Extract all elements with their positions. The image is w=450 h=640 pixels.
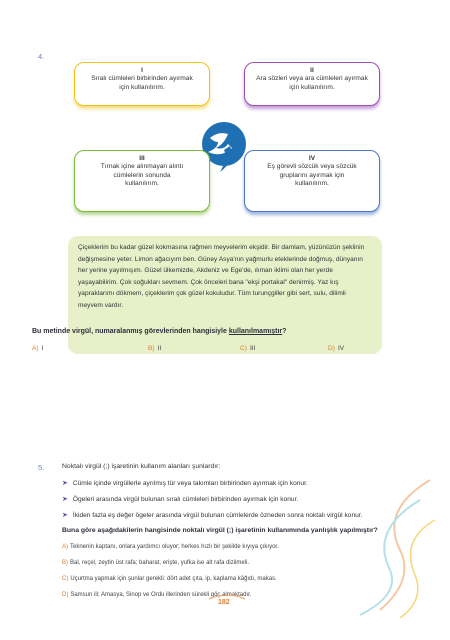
- function-box-iii-text: Tırnak içine alınmayan alıntı cümlelerin sonunda kullanılırım.: [100, 163, 184, 188]
- q5-option-a[interactable]: [62, 544, 279, 550]
- q4-option-c-letter: C): [240, 345, 247, 352]
- q5-option-b-text: Bal, reçel, zeytin üst rafa; baharat, erişte, yufka ise alt rafa dizilmeli.: [70, 560, 250, 566]
- q4-option-d-text: IV: [337, 345, 345, 352]
- page-number: 182: [218, 599, 230, 606]
- question-4-stem-suffix: ?: [282, 328, 287, 335]
- q4-option-c-text: III: [249, 345, 256, 352]
- rule-item-3-text: İkiden fazla eş değer ögeler arasında virgül bulunan cümlelerde özneden sonra noktalı virgül konur.: [72, 512, 363, 519]
- question-5-number: 5.: [38, 463, 45, 472]
- question-5-stem: Buna göre aşağıdakilerin hangisinde noktalı virgül (;) işaretinin kullanımında yanlışlık yapılmıştır?: [62, 527, 378, 534]
- q4-option-a[interactable]: [32, 345, 43, 352]
- arrow-right-icon: ➤: [62, 496, 68, 503]
- question-4-stem: [32, 328, 286, 335]
- question-4-stem-underlined: kullanılmamıştır: [228, 328, 283, 335]
- rule-item-1: [62, 479, 308, 487]
- function-box-i-numeral: I: [141, 67, 143, 74]
- function-box-iv-text: Eş görevli sözcük veya sözcük gruplarını ayırmak için kullanılırım.: [267, 163, 357, 188]
- rule-item-3: [62, 511, 362, 519]
- q4-option-a-text: I: [41, 345, 44, 352]
- q5-option-c[interactable]: [62, 576, 277, 582]
- function-box-i-text: Sıralı cümleleri birbirinden ayırmak için kullanılırım.: [91, 75, 193, 91]
- q4-option-b[interactable]: [148, 345, 161, 352]
- function-box-iv-numeral: IV: [308, 155, 316, 162]
- decorative-swirl-icon: [320, 470, 440, 620]
- q5-option-a-letter: A): [62, 544, 68, 550]
- function-box-iii: [74, 150, 210, 212]
- q5-option-d-text: Samsun ili; Amasya, Sinop ve Ordu illerinden sürekli göç almaktadır.: [70, 592, 252, 598]
- function-box-i: [74, 62, 210, 106]
- arrow-right-icon: ➤: [62, 480, 68, 487]
- q5-option-b[interactable]: [62, 560, 249, 566]
- question-4-stem-text: Bu metinde virgül, numaralanmış görevlerinden hangisiyle: [32, 328, 229, 335]
- q5-option-d-letter: D): [62, 592, 69, 598]
- rule-item-2: [62, 495, 298, 503]
- q4-option-a-letter: A): [32, 345, 39, 352]
- q5-option-c-letter: C): [62, 576, 69, 582]
- lemon-passage: Çiçeklerim bu kadar güzel kokmasına rağmen meyvelerim ekşidir. Bir damlam, yüzünüzün şeklinin değişmesine yeter. Limon ağacıyım ben. Güney Asya'nın yağmurlu eteklerinde doğmuş, dünyanın her yerine yayılmışım. Güzel ülkemizde, Akdeniz ve Ege'de, ılıman iklimi olan her yerde yaşayabilirim. Çok soğukları sevmem. Çok önceleri bana "ekşi portakal" denirmiş. Yaz kış yapraklarımı dökmem, çiçeklerim çok güzel kokuludur. Tüm turunçgiller gibi sert, sulu, dilimli meyvem vardır.: [68, 236, 382, 354]
- q4-option-d[interactable]: [328, 345, 344, 352]
- q5-option-a-text: Teknenin kaptanı, onlara yardımcı oluyor; herkes hızlı bir şekilde kıyıya çıkıyor.: [70, 544, 279, 550]
- question-4-number: 4.: [38, 52, 45, 61]
- rule-item-2-text: Ögeleri arasında virgül bulunan sıralı cümleleri birbirinden ayırmak için konur.: [72, 496, 299, 503]
- arrow-right-icon: ➤: [62, 512, 68, 519]
- q4-option-b-letter: B): [148, 345, 155, 352]
- q4-option-b-text: II: [157, 345, 162, 352]
- q5-option-b-letter: B): [62, 560, 68, 566]
- function-box-iv: [244, 150, 380, 212]
- q4-option-d-letter: D): [328, 345, 335, 352]
- question-5-intro: Noktalı virgül (;) işaretinin kullanım alanları şunlardır:: [62, 463, 221, 470]
- function-box-ii-text: Ara sözleri veya ara cümleleri ayırmak için kullanılırım.: [256, 75, 368, 91]
- q5-option-c-text: Uçurtma yapmak için şunlar gerekli: dört adet çıta, ip, kaplama kâğıdı, makas.: [70, 576, 277, 582]
- function-box-iii-numeral: III: [139, 155, 145, 162]
- q4-option-c[interactable]: [240, 345, 255, 352]
- function-box-ii-numeral: II: [310, 67, 314, 74]
- function-box-ii: [244, 62, 380, 106]
- rule-item-1-text: Cümle içinde virgüllerle ayrılmış tür veya takımları birbirinden ayırmak için konur.: [72, 480, 308, 487]
